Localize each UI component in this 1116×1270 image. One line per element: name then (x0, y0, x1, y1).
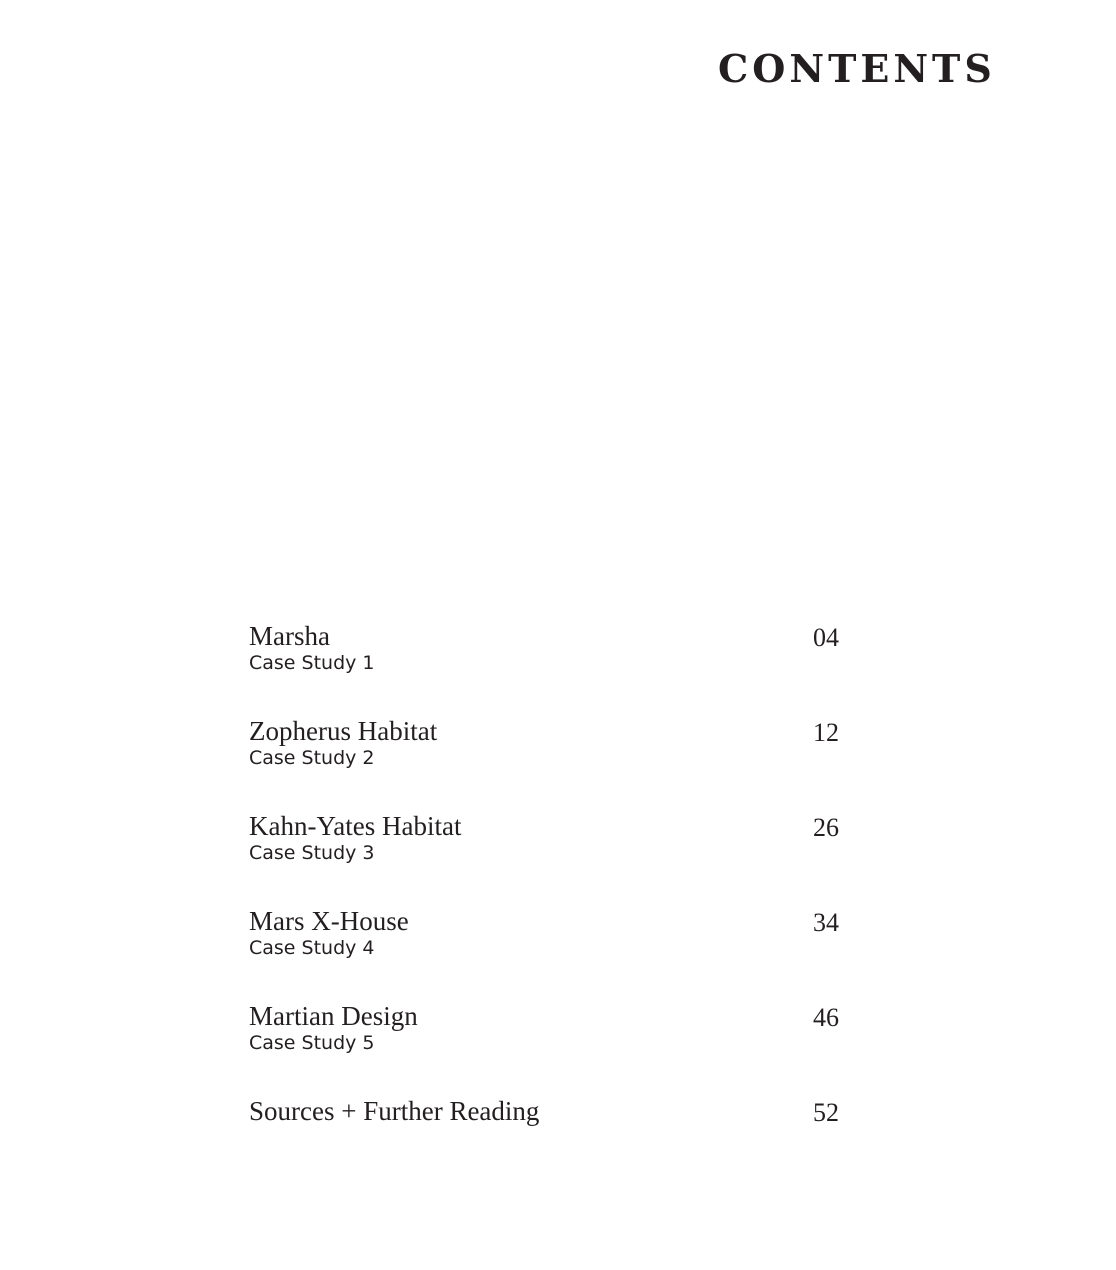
entry-subtitle: Case Study 4 (249, 937, 375, 959)
entry-title: Martian Design (249, 1001, 418, 1031)
page-title: CONTENTS (718, 46, 996, 91)
toc-entry[interactable] (249, 1096, 839, 1126)
entry-page-number: 34 (813, 908, 839, 937)
toc-entry[interactable] (249, 716, 839, 770)
entry-page-number: 12 (813, 718, 839, 747)
entry-page-number: 52 (813, 1098, 839, 1127)
entry-title: Kahn-Yates Habitat (249, 811, 462, 841)
toc-entry[interactable] (249, 906, 839, 960)
entry-title: Sources + Further Reading (249, 1096, 540, 1126)
entry-subtitle: Case Study 2 (249, 747, 375, 769)
entry-subtitle: Case Study 3 (249, 842, 375, 864)
entry-title: Marsha (249, 621, 330, 651)
entry-title: Zopherus Habitat (249, 716, 438, 746)
toc-entry[interactable] (249, 811, 839, 865)
entry-page-number: 46 (813, 1003, 839, 1032)
entry-title: Mars X-House (249, 906, 409, 936)
entry-subtitle: Case Study 5 (249, 1032, 375, 1054)
entry-page-number: 26 (813, 813, 839, 842)
toc-entry[interactable] (249, 621, 839, 675)
entry-subtitle: Case Study 1 (249, 652, 375, 674)
toc-entry[interactable] (249, 1001, 839, 1055)
entry-page-number: 04 (813, 623, 839, 652)
